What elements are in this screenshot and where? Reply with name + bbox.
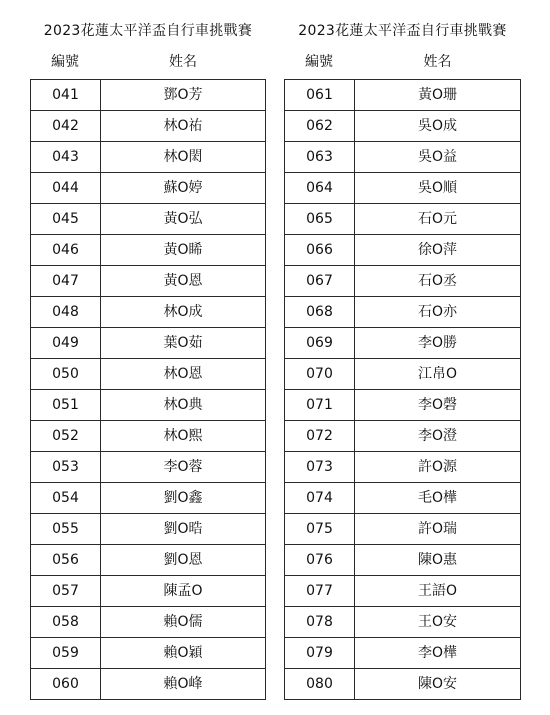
roster-table [284,79,521,700]
table-row [285,452,521,483]
table-row [285,266,521,297]
table-row [31,266,266,297]
participant-name: 劉O鑫 [101,483,266,514]
table-row [285,235,521,266]
participant-name: 石O元 [355,204,521,235]
participant-number: 065 [285,204,355,235]
participant-name: 劉O晧 [101,514,266,545]
participant-name: 李O蓉 [101,452,266,483]
table-row [31,297,266,328]
table-row [31,452,266,483]
table-row [285,204,521,235]
participant-name: 王語O [355,576,521,607]
participant-number: 055 [31,514,101,545]
participant-name: 林O閎 [101,142,266,173]
participant-number: 076 [285,545,355,576]
participant-name: 毛O樺 [355,483,521,514]
participant-name: 賴O儒 [101,607,266,638]
participant-name: 林O典 [101,390,266,421]
table-row [31,204,266,235]
participant-name: 黃O睎 [101,235,266,266]
participant-number: 073 [285,452,355,483]
participant-name: 許O瑞 [355,514,521,545]
participant-number: 069 [285,328,355,359]
table-row [285,111,521,142]
table-row [285,545,521,576]
participant-number: 079 [285,638,355,669]
participant-number: 053 [31,452,101,483]
participant-name: 李O澄 [355,421,521,452]
participant-number: 050 [31,359,101,390]
table-row [285,80,521,111]
participant-number: 064 [285,173,355,204]
column-header-number: 編號 [305,54,333,70]
participant-number: 072 [285,421,355,452]
participant-name: 李O勝 [355,328,521,359]
participant-name: 石O亦 [355,297,521,328]
participant-number: 054 [31,483,101,514]
participant-number: 078 [285,607,355,638]
participant-number: 061 [285,80,355,111]
table-row [31,576,266,607]
table-row [31,607,266,638]
table-row [31,235,266,266]
table-row [31,638,266,669]
participant-number: 070 [285,359,355,390]
roster-table [30,79,266,700]
table-row [285,483,521,514]
table-row [285,638,521,669]
table-row [31,390,266,421]
table-row [285,390,521,421]
participant-number: 071 [285,390,355,421]
table-row [285,359,521,390]
participant-number: 041 [31,80,101,111]
participant-number: 067 [285,266,355,297]
column-header-name: 姓名 [423,54,452,70]
table-row [31,669,266,700]
participant-number: 059 [31,638,101,669]
column-header-number: 編號 [51,54,79,70]
table-row [285,669,521,700]
participant-number: 045 [31,204,101,235]
participant-name: 林O熙 [101,421,266,452]
participant-number: 047 [31,266,101,297]
participant-number: 051 [31,390,101,421]
table-row [285,514,521,545]
participant-number: 060 [31,669,101,700]
participant-name: 江帛O [355,359,521,390]
participant-number: 048 [31,297,101,328]
participant-number: 052 [31,421,101,452]
table-row [31,545,266,576]
participant-name: 李O磬 [355,390,521,421]
table-row [285,173,521,204]
participant-number: 068 [285,297,355,328]
participant-number: 063 [285,142,355,173]
table-row [31,359,266,390]
table-row [31,142,266,173]
participant-number: 057 [31,576,101,607]
participant-number: 056 [31,545,101,576]
participant-number: 077 [285,576,355,607]
table-row [31,80,266,111]
participant-number: 080 [285,669,355,700]
participant-name: 林O恩 [101,359,266,390]
participant-number: 044 [31,173,101,204]
participant-name: 蘇O婷 [101,173,266,204]
participant-name: 賴O穎 [101,638,266,669]
column-header-name: 姓名 [169,54,197,70]
table-row [31,111,266,142]
participant-name: 林O成 [101,297,266,328]
participant-name: 王O安 [355,607,521,638]
participant-name: 許O源 [355,452,521,483]
participant-number: 075 [285,514,355,545]
table-row [285,328,521,359]
participant-name: 林O祐 [101,111,266,142]
participant-number: 049 [31,328,101,359]
participant-name: 陳O惠 [355,545,521,576]
participant-name: 吳O成 [355,111,521,142]
table-row [31,514,266,545]
participant-name: 黃O恩 [101,266,266,297]
participant-number: 074 [285,483,355,514]
participant-name: 吳O益 [355,142,521,173]
participant-number: 058 [31,607,101,638]
participant-name: 陳O安 [355,669,521,700]
table-row [285,421,521,452]
participant-name: 李O樺 [355,638,521,669]
participant-name: 黃O弘 [101,204,266,235]
table-row [31,421,266,452]
participant-name: 劉O恩 [101,545,266,576]
table-row [285,142,521,173]
participant-name: 葉O茹 [101,328,266,359]
participant-name: 黃O珊 [355,80,521,111]
participant-name: 陳孟O [101,576,266,607]
table-row [285,297,521,328]
table-row [285,576,521,607]
event-title: 2023花蓮太平洋盃自行車挑戰賽 [43,23,253,39]
participant-name: 徐O萍 [355,235,521,266]
participant-number: 046 [31,235,101,266]
table-row [31,483,266,514]
participant-number: 066 [285,235,355,266]
participant-name: 賴O峰 [101,669,266,700]
event-title: 2023花蓮太平洋盃自行車挑戰賽 [298,23,507,39]
table-row [31,328,266,359]
participant-name: 鄧O芳 [101,80,266,111]
participant-number: 042 [31,111,101,142]
table-row [31,173,266,204]
participant-name: 石O丞 [355,266,521,297]
table-row [285,607,521,638]
participant-number: 043 [31,142,101,173]
participant-name: 吳O順 [355,173,521,204]
participant-number: 062 [285,111,355,142]
